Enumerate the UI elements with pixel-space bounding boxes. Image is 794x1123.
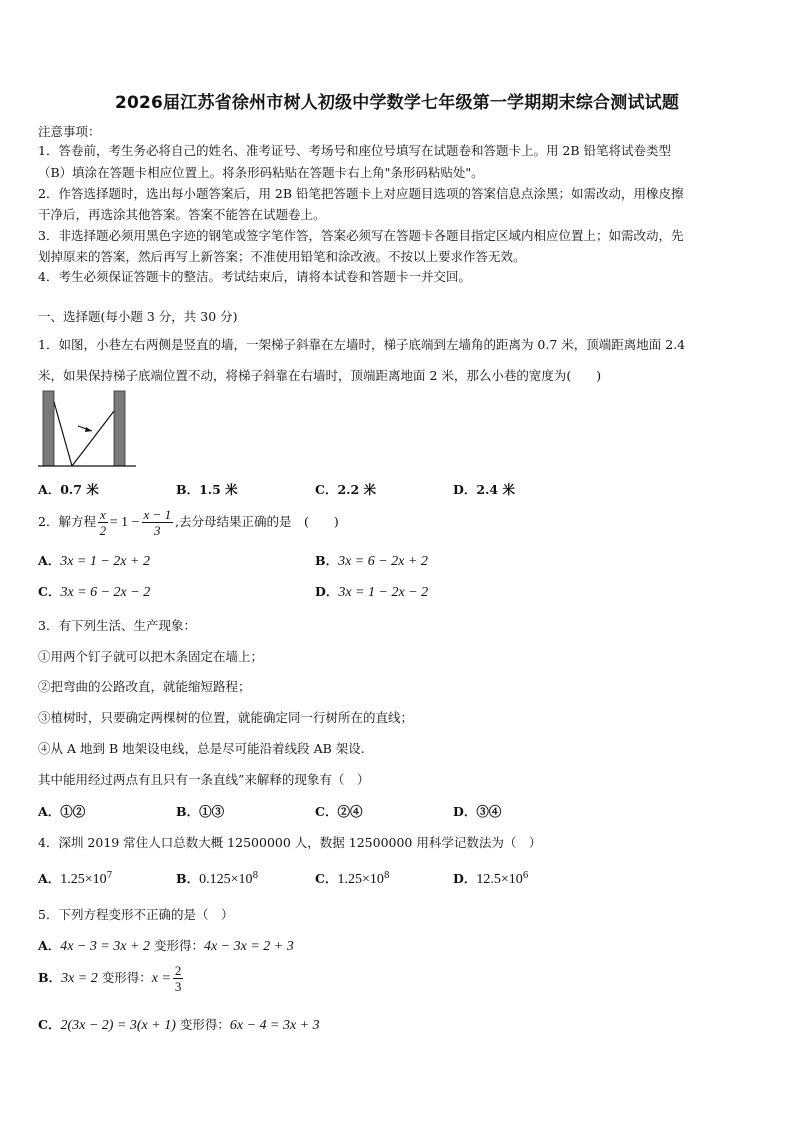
option-expression: 3x = 6 − 2x + 2 (338, 554, 428, 569)
option-equation: 2(3x − 2) = 3(x + 1) (60, 1018, 176, 1033)
notice-line: 1．答卷前，考生务必将自己的姓名、准考证号、考场号和座位号填写在试题卷和答题卡上。用 2B 铅笔将试卷类型 (38, 143, 672, 158)
q3-item-4: ④从 A 地到 B 地架设电线，总是尽可能沿着线段 AB 架设. (38, 741, 365, 756)
option-expression: 3x = 1 − 2x + 2 (60, 554, 150, 569)
fraction-denominator: 3 (174, 979, 182, 994)
notice-line: 3．非选择题必须用黑色字迹的钢笔或签字笔作答，答案必须写在答题卡各题目指定区域内相应位置上；如需改动，先 (38, 228, 684, 243)
q2-option-b (315, 551, 428, 570)
q4-option-c (315, 869, 390, 888)
option-label: B． (315, 553, 339, 568)
q2-frac1-denominator: 2 (99, 523, 107, 538)
question-3-stem: 3．有下列生活、生产现象： (38, 618, 196, 633)
notice-line: 2．作答选择题时，选出每小题答案后，用 2B 铅笔把答题卡上对应题目选项的答案信息点涂黑；如需改动，用橡皮擦 (38, 186, 684, 201)
question-2-stem (38, 507, 339, 538)
q1-option-c: C．2.2 米 (315, 482, 377, 497)
q3-option-b: B．①③ (176, 804, 225, 819)
q3-item-3: ③植树时，只要确定两棵树的位置，就能确定同一行树所在的直线； (38, 710, 414, 725)
q2-frac2-numerator: x − 1 (143, 507, 172, 522)
option-base: 12.5×10 (476, 872, 523, 887)
q1-option-b: B．1.5 米 (176, 482, 238, 497)
q2-frac1-numerator: x (99, 507, 106, 522)
option-label: D． (315, 584, 339, 599)
notice-line: 划掉原来的答案，然后再写上新答案；不准使用铅笔和涂改液。不按以上要求作答无效。 (38, 249, 526, 264)
option-label: C． (315, 871, 338, 886)
option-base: 0.125×10 (199, 872, 253, 887)
option-exponent: 8 (383, 870, 390, 881)
question-4-stem: 4．深圳 2019 常住人口总数大概 12500000 人，数据 12500000 用科学记数法为（ ） (38, 835, 542, 850)
option-label: B． (38, 970, 62, 985)
option-label: A． (38, 938, 61, 953)
option-result: 4x − 3x = 2 + 3 (203, 939, 294, 954)
question-1-line1: 1．如图，小巷左右两侧是竖直的墙，一架梯子斜靠在左墙时，梯子底端到左墙角的距离为 0.7 米，顶端距离地面 2.4 (38, 337, 686, 352)
notice-line: 干净后，再选涂其他答案。答案不能答在试题卷上。 (38, 207, 326, 222)
q2-option-a (38, 551, 150, 570)
option-label: C． (38, 1017, 61, 1032)
option-base: 1.25×10 (337, 872, 384, 887)
ladder-right (72, 411, 114, 466)
right-wall (114, 391, 125, 466)
arrow-head (85, 427, 92, 432)
notice-line: （B）填涂在答题卡相应位置上。将条形码粘贴在答题卡右上角"条形码粘贴处"。 (38, 165, 484, 180)
q2-option-d (315, 582, 428, 601)
alley-ladder-figure (38, 388, 138, 470)
option-result-lhs: x = (151, 971, 171, 986)
notice-line: 4．考生必须保证答题卡的整洁。考试结束后，请将本试卷和答题卡一并交回。 (38, 269, 471, 284)
q2-option-c (38, 582, 150, 601)
option-exponent: 8 (252, 870, 259, 881)
q1-option-a: A．0.7 米 (38, 482, 99, 497)
option-label: B． (176, 871, 200, 886)
q2-prefix: 2．解方程 (38, 514, 96, 529)
q5-option-b (38, 963, 185, 994)
question-1-line2: 米，如果保持梯子底端位置不动，将梯子斜靠在右墙时，顶端距离地面 2 米，那么小巷的宽度为( ) (38, 368, 602, 383)
q5-option-a (38, 936, 294, 955)
option-label: C． (38, 584, 61, 599)
q3-option-a: A．①② (38, 804, 86, 819)
option-expression: 3x = 1 − 2x − 2 (338, 585, 429, 600)
option-equation: 4x − 3 = 3x + 2 (60, 939, 150, 954)
q4-option-d (453, 869, 528, 888)
q3-option-c: C．②④ (315, 804, 363, 819)
notice-heading: 注意事项： (38, 124, 101, 139)
question-5-stem: 5．下列方程变形不正确的是（ ） (38, 907, 234, 922)
q4-option-b (176, 869, 258, 888)
q3-question: 其中能用经过两点有且只有一条直线”来解释的现象有（ ） (38, 772, 370, 787)
option-connector: 变形得： (175, 1017, 230, 1032)
ladder-left (54, 402, 72, 466)
option-connector: 变形得： (149, 938, 204, 953)
q3-option-d: D．③④ (453, 804, 502, 819)
option-label: A． (38, 871, 61, 886)
option-connector: 变形得： (97, 970, 152, 985)
left-wall (43, 391, 54, 466)
option-equation: 3x = 2 (61, 971, 98, 986)
q2-eq-mid: = 1 − (109, 515, 140, 530)
q2-fraction-1 (98, 507, 108, 538)
q5-option-c (38, 1015, 320, 1034)
option-base: 1.25×10 (60, 872, 107, 887)
section-heading: 一、选择题(每小题 3 分，共 30 分) (38, 309, 238, 324)
option-exponent: 7 (106, 870, 113, 881)
option-label: D． (453, 871, 477, 886)
option-label: A． (38, 553, 61, 568)
option-expression: 3x = 6 − 2x − 2 (60, 585, 151, 600)
q4-option-a (38, 869, 112, 888)
option-exponent: 6 (522, 870, 529, 881)
q5-b-fraction (173, 963, 184, 994)
q2-frac2-denominator: 3 (154, 523, 161, 538)
page-title: 2026届江苏省徐州市树人初级中学数学七年级第一学期期末综合测试试题 (114, 93, 680, 113)
q1-option-d: D．2.4 米 (453, 482, 515, 497)
q3-item-2: ②把弯曲的公路改直，就能缩短路程； (38, 679, 251, 694)
fraction-numerator: 2 (174, 963, 182, 978)
q2-suffix: ,去分母结果正确的是 ( ) (175, 514, 339, 529)
option-result: 6x − 4 = 3x + 3 (229, 1018, 320, 1033)
q2-fraction-2 (142, 507, 174, 538)
q3-item-1: ①用两个钉子就可以把木条固定在墙上； (38, 649, 264, 664)
